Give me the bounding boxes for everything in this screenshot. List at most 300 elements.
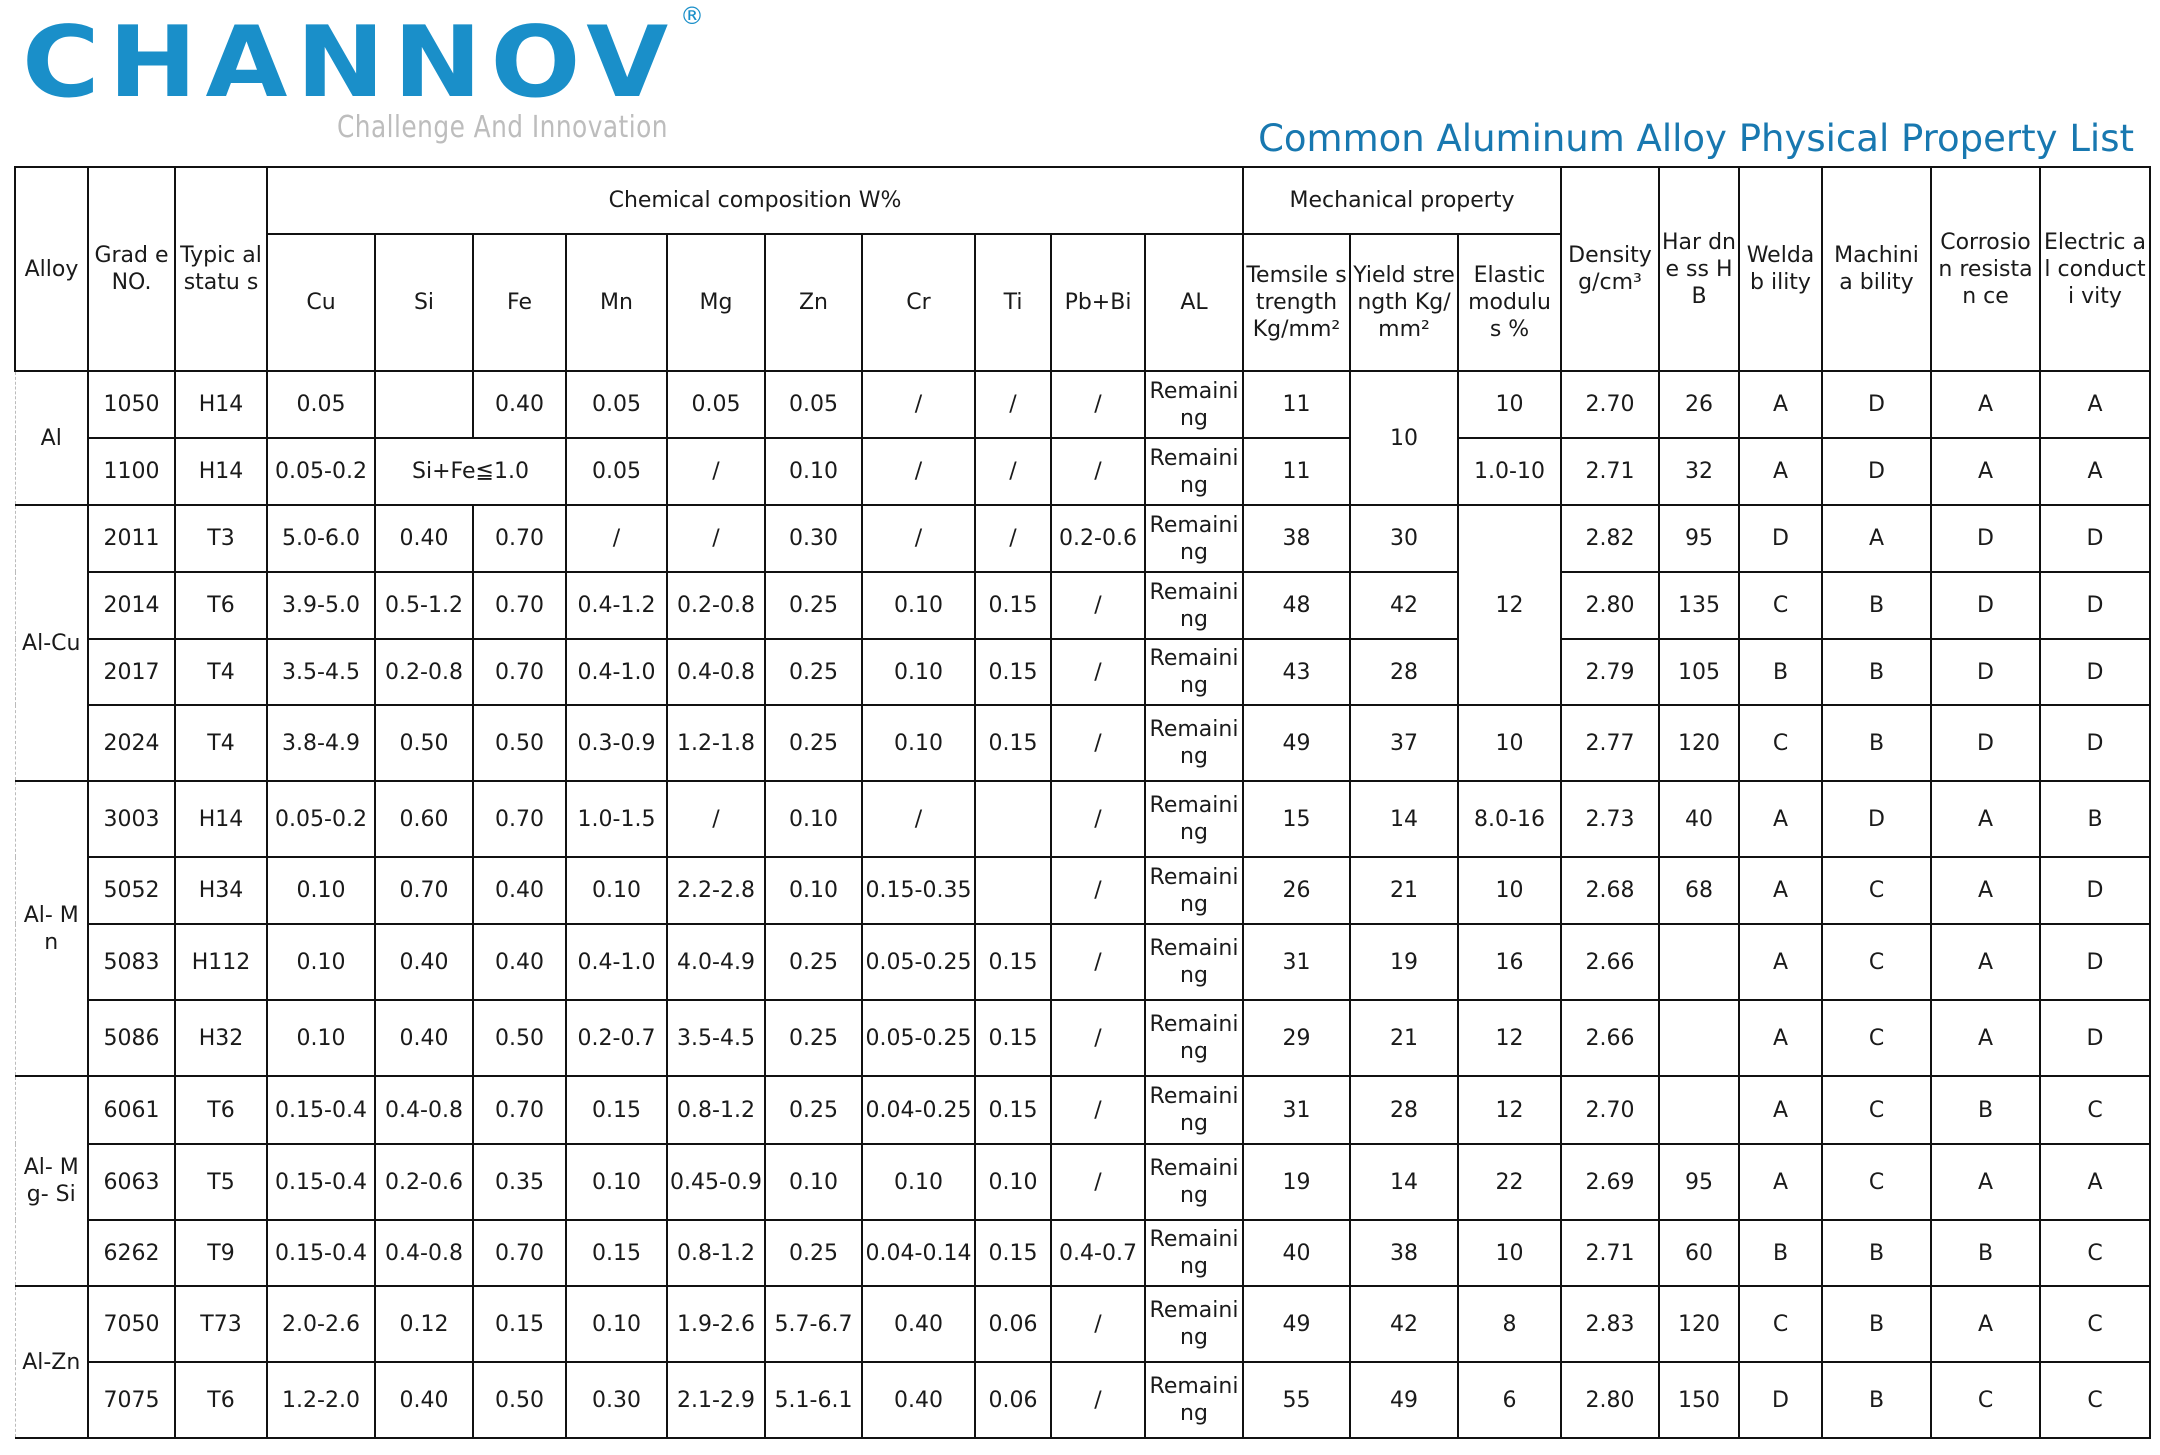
table-cell: 0.10 xyxy=(765,1144,862,1220)
table-cell: 1100 xyxy=(88,438,175,505)
table-cell: 0.10 xyxy=(267,924,375,1000)
table-cell: A xyxy=(1739,1076,1822,1144)
table-cell: 120 xyxy=(1659,1286,1739,1362)
table-cell: 38 xyxy=(1350,1220,1458,1286)
table-row xyxy=(15,1076,2150,1144)
table-cell: Remaining xyxy=(1145,1144,1243,1220)
table-cell: 0.25 xyxy=(765,1076,862,1144)
table-cell: C xyxy=(1822,1000,1931,1076)
table-cell: 21 xyxy=(1350,857,1458,924)
table-cell: / xyxy=(667,781,765,857)
table-cell: 0.15-0.4 xyxy=(267,1144,375,1220)
table-cell: 0.4-1.0 xyxy=(566,639,667,705)
table-cell: 120 xyxy=(1659,705,1739,781)
column-header: Zn xyxy=(765,234,862,371)
column-header: Yield strength Kg/mm² xyxy=(1350,234,1458,371)
table-cell: Remaining xyxy=(1145,1362,1243,1438)
table-cell: 0.40 xyxy=(375,1000,473,1076)
table-cell: 5.0-6.0 xyxy=(267,505,375,572)
column-header: Ti xyxy=(975,234,1051,371)
column-header: Fe xyxy=(473,234,566,371)
column-header: Mechanical property xyxy=(1243,167,1561,234)
table-cell: 0.15 xyxy=(975,1220,1051,1286)
table-cell: 0.10 xyxy=(862,572,975,639)
table-cell: A xyxy=(1739,857,1822,924)
table-cell: 0.3-0.9 xyxy=(566,705,667,781)
table-cell: Remaining xyxy=(1145,857,1243,924)
table-cell: T73 xyxy=(175,1286,267,1362)
table-cell: 2.66 xyxy=(1561,1000,1659,1076)
alloy-group-cell: Al-Zn xyxy=(15,1286,88,1438)
table-cell: 2.71 xyxy=(1561,1220,1659,1286)
table-cell: 0.25 xyxy=(765,572,862,639)
table-cell: Remaining xyxy=(1145,1286,1243,1362)
column-header: Mg xyxy=(667,234,765,371)
table-cell: 105 xyxy=(1659,639,1739,705)
table-cell: 0.40 xyxy=(375,924,473,1000)
table-cell: C xyxy=(1739,1286,1822,1362)
table-cell: C xyxy=(1931,1362,2040,1438)
table-cell: 42 xyxy=(1350,1286,1458,1362)
table-cell: Remaining xyxy=(1145,639,1243,705)
table-cell: H34 xyxy=(175,857,267,924)
table-cell xyxy=(375,371,473,438)
table-cell: 49 xyxy=(1243,705,1350,781)
table-cell: 0.60 xyxy=(375,781,473,857)
table-cell: 28 xyxy=(1350,1076,1458,1144)
table-cell: T6 xyxy=(175,572,267,639)
table-cell: 10 xyxy=(1350,371,1458,505)
table-cell: 0.06 xyxy=(975,1286,1051,1362)
table-cell: 2.69 xyxy=(1561,1144,1659,1220)
table-cell: C xyxy=(1739,572,1822,639)
table-cell: Remaining xyxy=(1145,572,1243,639)
table-cell: 0.10 xyxy=(765,857,862,924)
table-cell: 0.70 xyxy=(473,781,566,857)
table-cell: 6061 xyxy=(88,1076,175,1144)
table-cell: 95 xyxy=(1659,505,1739,572)
table-cell: 12 xyxy=(1458,1000,1561,1076)
table-cell: 0.15 xyxy=(566,1220,667,1286)
table-cell: C xyxy=(2040,1362,2150,1438)
table-cell: 5086 xyxy=(88,1000,175,1076)
table-cell: 0.50 xyxy=(473,1362,566,1438)
table-cell: 0.05-0.2 xyxy=(267,781,375,857)
table-cell: 1.2-1.8 xyxy=(667,705,765,781)
column-header: Density g/cm³ xyxy=(1561,167,1659,371)
table-cell: Remaining xyxy=(1145,505,1243,572)
table-cell: 0.15-0.4 xyxy=(267,1076,375,1144)
table-cell: 0.12 xyxy=(375,1286,473,1362)
table-cell: A xyxy=(1931,1000,2040,1076)
table-cell: B xyxy=(1822,1286,1931,1362)
table-cell: 0.2-0.7 xyxy=(566,1000,667,1076)
table-cell: H14 xyxy=(175,371,267,438)
table-cell: 49 xyxy=(1350,1362,1458,1438)
table-cell: 0.05 xyxy=(267,371,375,438)
table-cell: 0.40 xyxy=(375,505,473,572)
table-cell: 2.77 xyxy=(1561,705,1659,781)
table-cell: 150 xyxy=(1659,1362,1739,1438)
table-cell: 10 xyxy=(1458,705,1561,781)
table-cell: 1.9-2.6 xyxy=(667,1286,765,1362)
table-cell: B xyxy=(1822,1362,1931,1438)
alloy-group-cell: Al-Cu xyxy=(15,505,88,781)
table-cell: 31 xyxy=(1243,1076,1350,1144)
table-cell: 0.04-0.25 xyxy=(862,1076,975,1144)
column-header: Alloy xyxy=(15,167,88,371)
table-cell: 2.0-2.6 xyxy=(267,1286,375,1362)
table-row xyxy=(15,572,2150,639)
table-cell: / xyxy=(1051,1362,1145,1438)
table-cell: T9 xyxy=(175,1220,267,1286)
table-cell: B xyxy=(1931,1076,2040,1144)
table-cell: / xyxy=(667,505,765,572)
table-cell: 0.25 xyxy=(765,1000,862,1076)
table-cell: Si+Fe≦1.0 xyxy=(375,438,566,505)
table-cell: Remaining xyxy=(1145,1220,1243,1286)
table-cell: 49 xyxy=(1243,1286,1350,1362)
table-cell: 5083 xyxy=(88,924,175,1000)
table-cell: 5052 xyxy=(88,857,175,924)
table-cell: 16 xyxy=(1458,924,1561,1000)
table-cell: 10 xyxy=(1458,1220,1561,1286)
column-header: Machini a bility xyxy=(1822,167,1931,371)
column-header: Electric al conduct i vity xyxy=(2040,167,2150,371)
table-cell: 4.0-4.9 xyxy=(667,924,765,1000)
table-cell: 55 xyxy=(1243,1362,1350,1438)
table-cell: 31 xyxy=(1243,924,1350,1000)
table-cell: C xyxy=(1739,705,1822,781)
table-cell: 0.30 xyxy=(765,505,862,572)
table-cell: 29 xyxy=(1243,1000,1350,1076)
table-cell: 0.5-1.2 xyxy=(375,572,473,639)
table-cell: A xyxy=(1931,438,2040,505)
table-cell: 2.82 xyxy=(1561,505,1659,572)
alloy-group-cell: Al xyxy=(15,371,88,505)
table-cell: 0.25 xyxy=(765,705,862,781)
alloy-group-cell: Al- Mg- Si xyxy=(15,1076,88,1286)
table-cell: 0.15 xyxy=(975,924,1051,1000)
table-cell: / xyxy=(1051,1144,1145,1220)
table-cell: 0.10 xyxy=(862,639,975,705)
table-cell: H112 xyxy=(175,924,267,1000)
table-cell: 3.8-4.9 xyxy=(267,705,375,781)
table-cell: 0.05-0.25 xyxy=(862,924,975,1000)
table-cell: A xyxy=(1739,1144,1822,1220)
table-cell: 40 xyxy=(1243,1220,1350,1286)
table-cell: 2.71 xyxy=(1561,438,1659,505)
table-cell: D xyxy=(2040,857,2150,924)
table-cell: 3.5-4.5 xyxy=(267,639,375,705)
table-cell: 22 xyxy=(1458,1144,1561,1220)
table-cell: / xyxy=(1051,924,1145,1000)
table-cell: 0.30 xyxy=(566,1362,667,1438)
table-cell: 0.10 xyxy=(975,1144,1051,1220)
table-cell: / xyxy=(1051,857,1145,924)
table-cell: D xyxy=(1822,781,1931,857)
table-cell: A xyxy=(1931,1144,2040,1220)
table-cell: D xyxy=(1739,1362,1822,1438)
table-cell: 0.50 xyxy=(473,1000,566,1076)
table-cell: 32 xyxy=(1659,438,1739,505)
registered-mark-icon: ® xyxy=(680,2,704,30)
table-cell: 0.4-0.8 xyxy=(667,639,765,705)
table-cell: 5.1-6.1 xyxy=(765,1362,862,1438)
table-cell: 2011 xyxy=(88,505,175,572)
table-cell: C xyxy=(1822,924,1931,1000)
table-cell: 14 xyxy=(1350,1144,1458,1220)
table-cell: A xyxy=(2040,1144,2150,1220)
table-cell: 0.15 xyxy=(975,705,1051,781)
table-cell: A xyxy=(1739,438,1822,505)
table-cell: 0.05-0.25 xyxy=(862,1000,975,1076)
table-row xyxy=(15,1000,2150,1076)
table-cell: 5.7-6.7 xyxy=(765,1286,862,1362)
table-cell: 6 xyxy=(1458,1362,1561,1438)
table-header xyxy=(15,167,2150,371)
column-header: Elastic modulu s % xyxy=(1458,234,1561,371)
brand-tagline: Challenge And Innovation xyxy=(337,110,668,145)
alloy-property-table xyxy=(14,166,2151,1439)
table-cell: 0.2-0.8 xyxy=(375,639,473,705)
table-cell: 0.05-0.2 xyxy=(267,438,375,505)
table-cell: 0.15-0.4 xyxy=(267,1220,375,1286)
table-cell xyxy=(1659,1000,1739,1076)
table-cell: / xyxy=(1051,1286,1145,1362)
table-cell: 0.4-1.0 xyxy=(566,924,667,1000)
table-cell: Remaining xyxy=(1145,781,1243,857)
table-cell: 0.45-0.9 xyxy=(667,1144,765,1220)
table-cell: 0.15 xyxy=(975,639,1051,705)
table-cell: 37 xyxy=(1350,705,1458,781)
column-header: Welda b ility xyxy=(1739,167,1822,371)
table-cell: 2.70 xyxy=(1561,371,1659,438)
table-cell: / xyxy=(862,371,975,438)
table-cell: 0.10 xyxy=(267,857,375,924)
table-cell: D xyxy=(2040,639,2150,705)
table-cell: C xyxy=(1822,1144,1931,1220)
table-cell: 0.70 xyxy=(375,857,473,924)
table-row xyxy=(15,639,2150,705)
table-cell: / xyxy=(1051,572,1145,639)
table-cell: 3.9-5.0 xyxy=(267,572,375,639)
table-cell: T3 xyxy=(175,505,267,572)
table-cell: / xyxy=(1051,705,1145,781)
column-header: Har dne ss HB xyxy=(1659,167,1739,371)
table-cell: 0.25 xyxy=(765,924,862,1000)
table-cell: 0.10 xyxy=(862,1144,975,1220)
table-cell: Remaining xyxy=(1145,705,1243,781)
table-cell: T4 xyxy=(175,705,267,781)
table-cell: 0.10 xyxy=(862,705,975,781)
table-cell: A xyxy=(1739,1000,1822,1076)
table-cell: 0.40 xyxy=(862,1362,975,1438)
table-cell: H14 xyxy=(175,781,267,857)
column-header: Cr xyxy=(862,234,975,371)
table-cell: D xyxy=(2040,1000,2150,1076)
table-cell: D xyxy=(2040,505,2150,572)
table-cell: 30 xyxy=(1350,505,1458,572)
table-cell: 0.40 xyxy=(375,1362,473,1438)
table-cell: 28 xyxy=(1350,639,1458,705)
table-cell: 0.70 xyxy=(473,572,566,639)
table-cell: 0.2-0.6 xyxy=(375,1144,473,1220)
table-cell xyxy=(1659,924,1739,1000)
table-row xyxy=(15,857,2150,924)
table-row xyxy=(15,924,2150,1000)
table-cell: A xyxy=(1822,505,1931,572)
column-header: Chemical composition W% xyxy=(267,167,1243,234)
table-cell: / xyxy=(566,505,667,572)
table-cell: 0.10 xyxy=(566,1286,667,1362)
table-cell: 2.2-2.8 xyxy=(667,857,765,924)
column-header: Grad e NO. xyxy=(88,167,175,371)
column-header: Corrosio n resistan ce xyxy=(1931,167,2040,371)
table-cell: 0.15 xyxy=(566,1076,667,1144)
header-row xyxy=(15,167,2150,234)
table-cell: 26 xyxy=(1243,857,1350,924)
table-cell: D xyxy=(1822,371,1931,438)
table-cell: C xyxy=(1822,1076,1931,1144)
table-cell: 3003 xyxy=(88,781,175,857)
table-cell: T6 xyxy=(175,1076,267,1144)
table-cell: 0.8-1.2 xyxy=(667,1220,765,1286)
table-cell: 21 xyxy=(1350,1000,1458,1076)
table-cell: D xyxy=(2040,705,2150,781)
table-cell: 48 xyxy=(1243,572,1350,639)
table-cell: H32 xyxy=(175,1000,267,1076)
column-header: AL xyxy=(1145,234,1243,371)
table-cell: 0.05 xyxy=(667,371,765,438)
column-header: Typic al statu s xyxy=(175,167,267,371)
table-cell: / xyxy=(667,438,765,505)
table-cell: D xyxy=(1739,505,1822,572)
table-cell: A xyxy=(2040,371,2150,438)
table-cell: Remaining xyxy=(1145,924,1243,1000)
page-title: Common Aluminum Alloy Physical Property List xyxy=(1258,117,2134,160)
table-cell: / xyxy=(975,371,1051,438)
table-cell: 0.8-1.2 xyxy=(667,1076,765,1144)
table-cell: 2.80 xyxy=(1561,1362,1659,1438)
table-cell: H14 xyxy=(175,438,267,505)
table-cell: B xyxy=(1739,1220,1822,1286)
table-cell: 0.35 xyxy=(473,1144,566,1220)
table-cell: 0.10 xyxy=(566,1144,667,1220)
table-cell: / xyxy=(1051,438,1145,505)
table-cell: 1.0-10 xyxy=(1458,438,1561,505)
table-cell: 0.10 xyxy=(267,1000,375,1076)
table-cell: C xyxy=(2040,1076,2150,1144)
table-cell: 0.10 xyxy=(765,438,862,505)
table-cell: / xyxy=(975,438,1051,505)
table-cell: B xyxy=(1739,639,1822,705)
table-cell: Remaining xyxy=(1145,438,1243,505)
table-cell: 11 xyxy=(1243,438,1350,505)
table-cell: 1.0-1.5 xyxy=(566,781,667,857)
table-cell: 0.15-0.35 xyxy=(862,857,975,924)
table-cell: 42 xyxy=(1350,572,1458,639)
table-cell: 15 xyxy=(1243,781,1350,857)
table-row xyxy=(15,1286,2150,1362)
table-cell: A xyxy=(1931,781,2040,857)
table-cell: 2.83 xyxy=(1561,1286,1659,1362)
table-cell: B xyxy=(1822,1220,1931,1286)
table-cell: 2.80 xyxy=(1561,572,1659,639)
table-cell: 3.5-4.5 xyxy=(667,1000,765,1076)
table-cell: 6262 xyxy=(88,1220,175,1286)
table-cell: 0.70 xyxy=(473,505,566,572)
table-cell: B xyxy=(2040,781,2150,857)
table-cell: 0.4-0.8 xyxy=(375,1076,473,1144)
table-cell: 7075 xyxy=(88,1362,175,1438)
table-cell: 7050 xyxy=(88,1286,175,1362)
table-cell: 2.79 xyxy=(1561,639,1659,705)
table-cell: 1050 xyxy=(88,371,175,438)
table-cell: B xyxy=(1822,572,1931,639)
table-cell: 0.40 xyxy=(473,857,566,924)
table-cell: 0.15 xyxy=(975,1000,1051,1076)
table-cell: / xyxy=(1051,1076,1145,1144)
table-cell: / xyxy=(975,505,1051,572)
table-cell: 38 xyxy=(1243,505,1350,572)
table-cell: / xyxy=(862,505,975,572)
table-cell: 40 xyxy=(1659,781,1739,857)
table-cell: / xyxy=(1051,371,1145,438)
table-cell: 14 xyxy=(1350,781,1458,857)
table-cell: / xyxy=(862,781,975,857)
table-cell: 10 xyxy=(1458,857,1561,924)
table-cell: 2024 xyxy=(88,705,175,781)
table-cell: 26 xyxy=(1659,371,1739,438)
table-cell: 0.05 xyxy=(566,438,667,505)
table-cell: A xyxy=(1931,857,2040,924)
table-cell: T5 xyxy=(175,1144,267,1220)
table-cell: B xyxy=(1822,705,1931,781)
table-cell: Remaining xyxy=(1145,371,1243,438)
logo-wordmark: CHANNOV xyxy=(22,6,677,120)
column-header: Temsile strength Kg/mm² xyxy=(1243,234,1350,371)
table-cell: 2014 xyxy=(88,572,175,639)
table-cell: 1.2-2.0 xyxy=(267,1362,375,1438)
table-cell: 0.70 xyxy=(473,1220,566,1286)
table-cell: D xyxy=(2040,572,2150,639)
column-header: Pb+Bi xyxy=(1051,234,1145,371)
table-cell: 19 xyxy=(1243,1144,1350,1220)
table-cell: 2.68 xyxy=(1561,857,1659,924)
table-cell: 0.70 xyxy=(473,1076,566,1144)
table-cell xyxy=(975,781,1051,857)
table-cell xyxy=(975,857,1051,924)
table-cell: 11 xyxy=(1243,371,1350,438)
table-cell: 43 xyxy=(1243,639,1350,705)
table-cell: D xyxy=(1931,705,2040,781)
table-cell: B xyxy=(1822,639,1931,705)
table-cell: 6063 xyxy=(88,1144,175,1220)
table-cell: 0.70 xyxy=(473,639,566,705)
table-cell: / xyxy=(1051,781,1145,857)
table-cell: A xyxy=(2040,438,2150,505)
table-cell: 0.4-0.8 xyxy=(375,1220,473,1286)
table-cell: 60 xyxy=(1659,1220,1739,1286)
table-cell: 0.40 xyxy=(862,1286,975,1362)
table-cell: 0.05 xyxy=(566,371,667,438)
table-cell: / xyxy=(1051,1000,1145,1076)
column-header: Mn xyxy=(566,234,667,371)
table-cell: 8.0-16 xyxy=(1458,781,1561,857)
table-cell: C xyxy=(2040,1220,2150,1286)
table-cell xyxy=(1659,1076,1739,1144)
